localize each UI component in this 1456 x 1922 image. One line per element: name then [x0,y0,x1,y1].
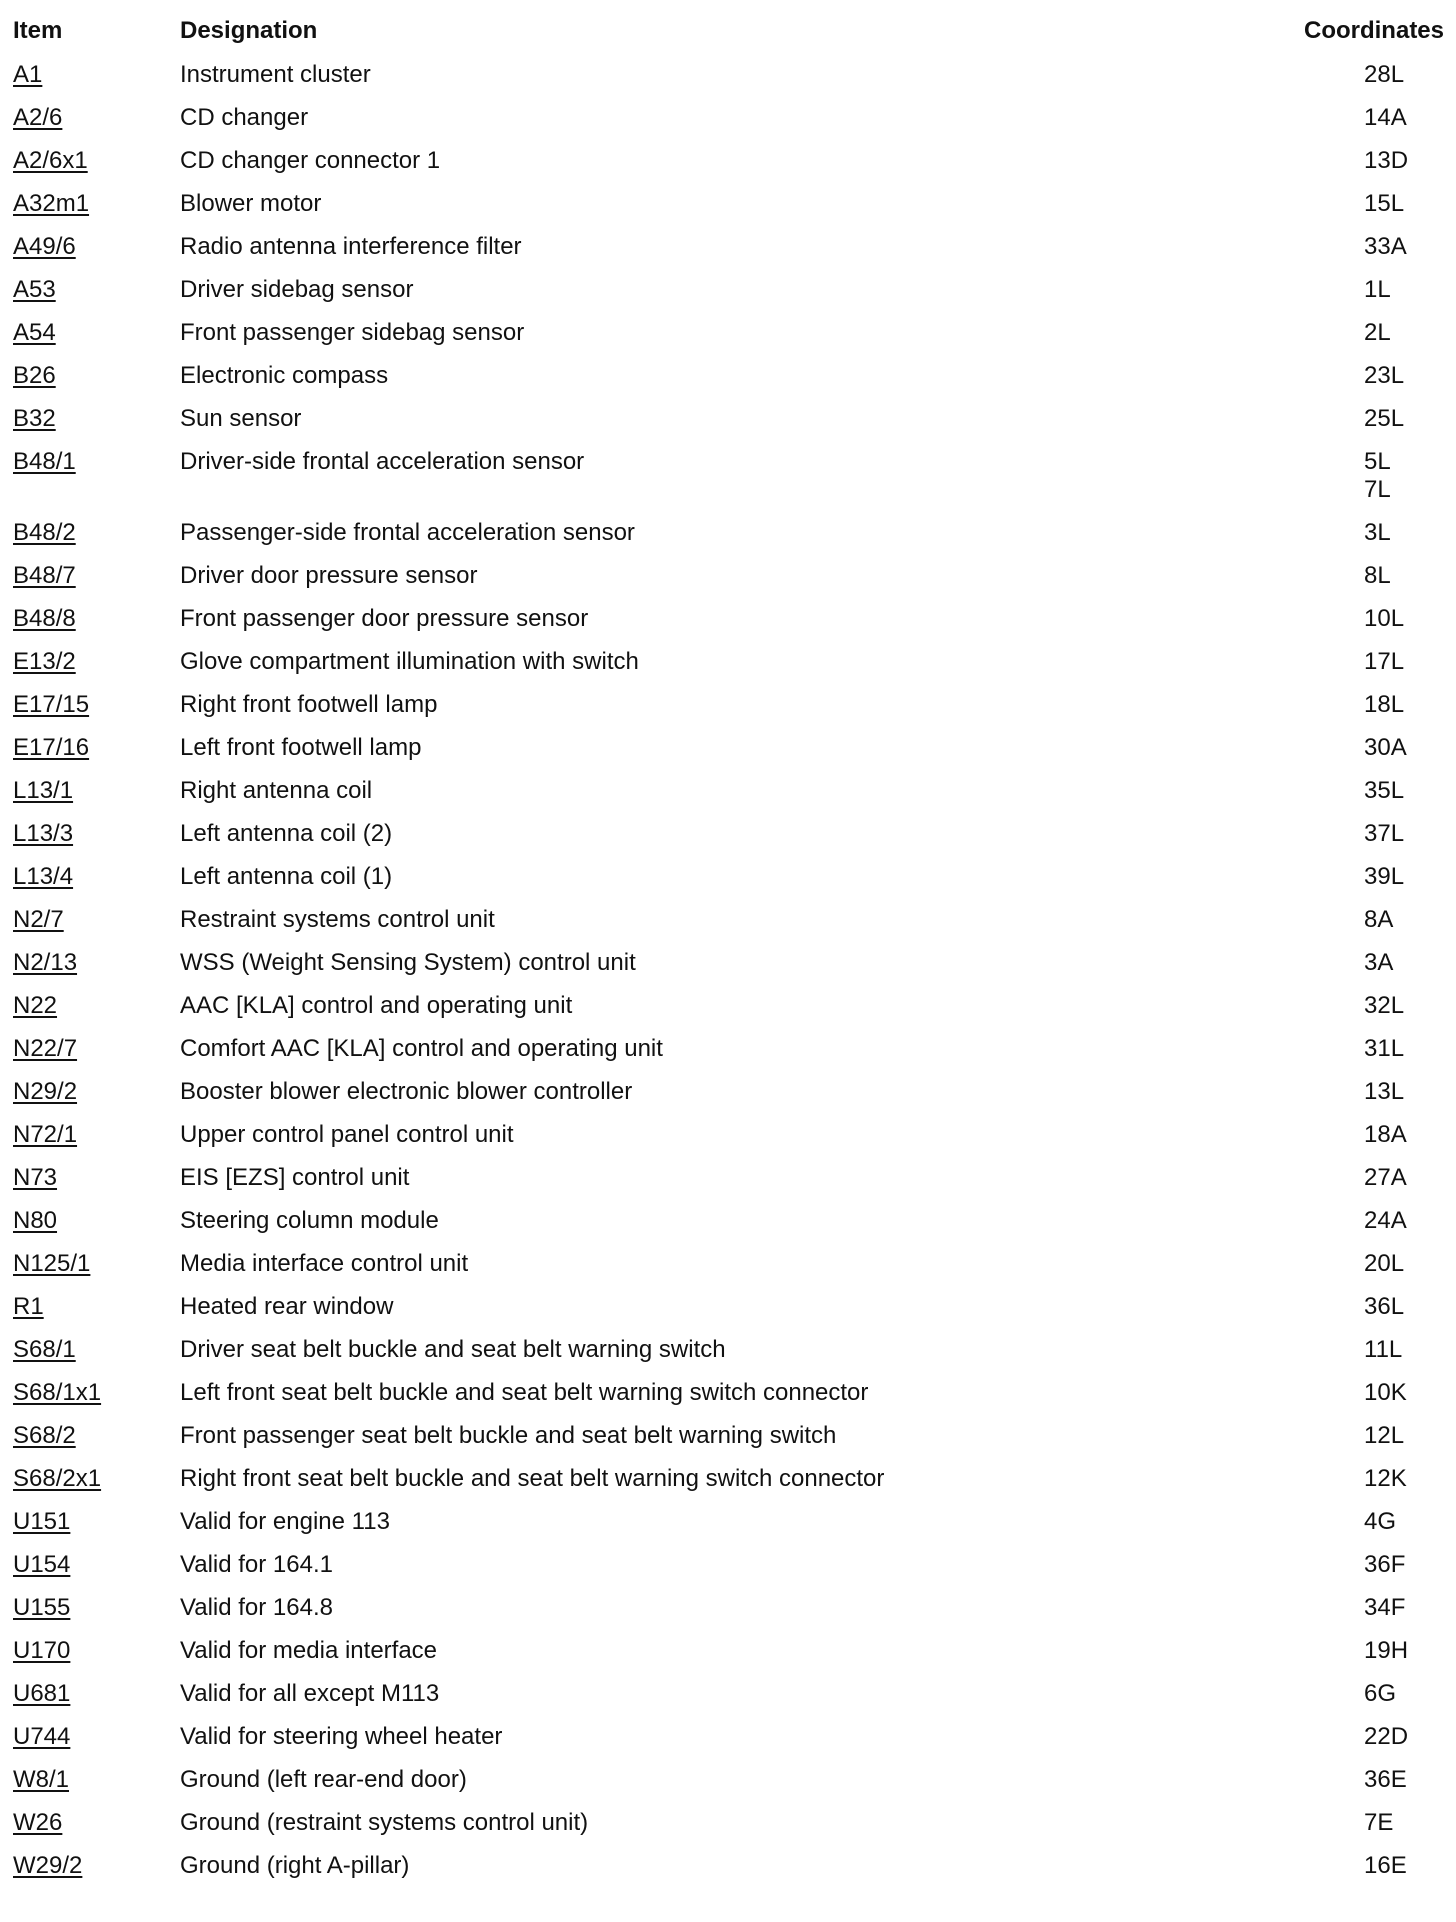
item-link[interactable]: N72/1 [13,1121,78,1148]
coordinate-value: 36F [1364,1551,1406,1578]
coordinate-value: 2L [1364,319,1391,346]
designation-text: Valid for steering wheel heater [180,1723,503,1750]
coordinate-value: 32L [1364,992,1405,1019]
item-link[interactable]: N2/13 [13,949,78,976]
table-row [0,559,1456,602]
designation-text: Valid for all except M113 [180,1680,440,1707]
item-link[interactable]: L13/1 [13,777,74,804]
item-link[interactable]: N29/2 [13,1078,78,1105]
coordinate-value: 13L [1364,1078,1405,1105]
item-link[interactable]: S68/2x1 [13,1465,102,1492]
coordinate-value: 8A [1364,906,1394,933]
coordinates-cell [1364,1465,1407,1493]
table-row [0,230,1456,273]
coordinates-cell [1364,1078,1404,1106]
designation-text: Media interface control unit [180,1250,469,1277]
coordinate-value: 17L [1364,648,1405,675]
coordinate-value: 19H [1364,1637,1409,1664]
coordinate-value: 39L [1364,863,1405,890]
designation-text: Right antenna coil [180,777,373,804]
coordinates-cell [1364,61,1404,89]
coordinates-cell [1364,362,1404,390]
item-link[interactable]: A1 [13,61,43,88]
coordinates-cell [1364,1207,1407,1235]
coordinate-value: 10K [1364,1379,1407,1406]
coordinates-cell [1364,1594,1405,1622]
item-link[interactable]: A2/6 [13,104,63,131]
coordinates-cell [1364,233,1407,261]
table-row [0,359,1456,402]
coordinate-value: 14A [1364,104,1407,131]
item-link[interactable]: U744 [13,1723,71,1750]
table-row [0,1806,1456,1849]
table-row [0,1204,1456,1247]
item-link[interactable]: E17/16 [13,734,90,761]
coordinates-cell [1364,605,1404,633]
coordinates-cell [1364,1121,1407,1149]
table-row [0,1333,1456,1376]
table-row [0,144,1456,187]
coordinates-cell [1364,906,1393,934]
item-link[interactable]: N80 [13,1207,58,1234]
coordinates-cell [1364,1250,1404,1278]
coordinate-value: 25L [1364,405,1405,432]
table-row [0,688,1456,731]
table-row [0,1075,1456,1118]
designation-text: Valid for 164.1 [180,1551,333,1578]
coordinate-value: 1L [1364,276,1391,303]
item-link[interactable]: U155 [13,1594,71,1621]
item-link[interactable]: N2/7 [13,906,64,933]
designation-text: CD changer [180,104,309,131]
item-link[interactable]: S68/1x1 [13,1379,102,1406]
coordinates-cell [1364,519,1391,547]
coordinates-cell [1364,1852,1407,1880]
coordinate-value: 13D [1364,147,1409,174]
coordinates-cell [1364,648,1404,676]
table-row [0,273,1456,316]
table-row [0,817,1456,860]
item-link[interactable]: U681 [13,1680,71,1707]
item-link[interactable]: A49/6 [13,233,76,260]
table-row [0,602,1456,645]
coordinate-value: 7L [1364,476,1391,503]
item-link[interactable]: L13/4 [13,863,74,890]
designation-text: Passenger-side frontal acceleration sensor [180,519,635,546]
designation-text: Restraint systems control unit [180,906,495,933]
item-link[interactable]: A32m1 [13,190,90,217]
table-row [0,1763,1456,1806]
coordinate-value: 15L [1364,190,1405,217]
table-row [0,1634,1456,1677]
designation-text: Left front seat belt buckle and seat belt warning switch connector [180,1379,869,1406]
table-row [0,1677,1456,1720]
designation-text: EIS [EZS] control unit [180,1164,410,1191]
coordinates-cell [1364,147,1408,175]
designation-text: Valid for media interface [180,1637,438,1664]
table-row [0,1118,1456,1161]
item-link[interactable]: N22/7 [13,1035,78,1062]
table-row [0,1505,1456,1548]
coordinate-value: 12K [1364,1465,1407,1492]
item-link[interactable]: W26 [13,1809,63,1836]
designation-text: Valid for engine 113 [180,1508,390,1535]
item-link[interactable]: S68/2 [13,1422,76,1449]
table-row [0,1849,1456,1892]
coordinate-value: 10L [1364,605,1405,632]
designation-text: Blower motor [180,190,322,217]
coordinate-value: 30A [1364,734,1407,761]
coordinate-value: 23L [1364,362,1405,389]
table-row [0,1462,1456,1505]
coordinate-value: 20L [1364,1250,1405,1277]
designation-text: Left antenna coil (2) [180,820,393,847]
coordinate-value: 34F [1364,1594,1406,1621]
designation-text: Upper control panel control unit [180,1121,514,1148]
coordinate-value: 8L [1364,562,1391,589]
designation-text: Front passenger sidebag sensor [180,319,525,346]
coordinate-value: 4G [1364,1508,1397,1535]
coordinate-value: 5L [1364,448,1391,475]
table-row [0,187,1456,230]
designation-text: Glove compartment illumination with switch [180,648,639,675]
designation-text: Driver seat belt buckle and seat belt warning switch [180,1336,726,1363]
coordinate-value: 33A [1364,233,1407,260]
designation-text: Left front footwell lamp [180,734,422,761]
coordinates-cell [1364,1422,1404,1450]
designation-text: Front passenger door pressure sensor [180,605,589,632]
coordinate-value: 16E [1364,1852,1407,1879]
coordinates-cell [1364,276,1391,304]
coordinates-cell [1364,1766,1407,1794]
item-link[interactable]: R1 [13,1293,44,1320]
coordinates-cell [1364,734,1407,762]
designation-text: Sun sensor [180,405,302,432]
designation-text: Electronic compass [180,362,389,389]
item-link[interactable]: A53 [13,276,56,303]
coordinates-cell [1364,1293,1404,1321]
designation-text: Instrument cluster [180,61,371,88]
item-link[interactable]: U154 [13,1551,71,1578]
item-link[interactable]: U151 [13,1508,71,1535]
table-row [0,1376,1456,1419]
item-link[interactable]: B48/7 [13,562,76,589]
table-row [0,1591,1456,1634]
designation-text: Ground (left rear-end door) [180,1766,467,1793]
item-link[interactable]: N73 [13,1164,58,1191]
coordinate-value: 22D [1364,1723,1409,1750]
table-row [0,1032,1456,1075]
coordinates-cell [1364,562,1391,590]
coordinates-cell [1364,319,1391,347]
coordinate-value: 3L [1364,519,1391,546]
item-link[interactable]: B48/2 [13,519,76,546]
coordinate-value: 35L [1364,777,1405,804]
designation-text: Booster blower electronic blower controller [180,1078,633,1105]
item-link[interactable]: B48/8 [13,605,76,632]
table-row [0,903,1456,946]
item-link[interactable]: E17/15 [13,691,90,718]
column-header-designation: Designation [180,17,318,44]
table-body [0,58,1456,1892]
coordinate-value: 36E [1364,1766,1407,1793]
table-row [0,860,1456,903]
item-link[interactable]: S68/1 [13,1336,76,1363]
coordinates-cell [1364,992,1404,1020]
item-link[interactable]: B26 [13,362,56,389]
item-link[interactable]: N125/1 [13,1250,91,1277]
coordinates-cell [1364,1680,1396,1708]
coordinate-value: 3A [1364,949,1394,976]
coordinate-value: 37L [1364,820,1405,847]
designation-text: Driver-side frontal acceleration sensor [180,448,585,475]
coordinates-cell [1364,949,1393,977]
coordinates-cell [1364,190,1404,218]
table-row [0,101,1456,144]
coordinate-value: 31L [1364,1035,1405,1062]
table-row [0,731,1456,774]
designation-text: Valid for 164.8 [180,1594,333,1621]
coordinates-cell [1364,1809,1393,1837]
item-link[interactable]: W29/2 [13,1852,83,1879]
coordinates-cell [1364,104,1407,132]
designation-text: Driver sidebag sensor [180,276,414,303]
designation-text: Right front seat belt buckle and seat belt warning switch connector [180,1465,885,1492]
designation-text: Heated rear window [180,1293,394,1320]
designation-text: Ground (restraint systems control unit) [180,1809,589,1836]
coordinate-value: 6G [1364,1680,1397,1707]
table-row [0,989,1456,1032]
coordinates-cell [1364,1637,1408,1665]
coordinates-cell [1364,448,1391,504]
designation-text: AAC [KLA] control and operating unit [180,992,573,1019]
coordinate-value: 36L [1364,1293,1405,1320]
coordinates-cell [1364,405,1404,433]
item-link[interactable]: A54 [13,319,56,346]
coordinate-value: 28L [1364,61,1405,88]
coordinates-cell [1364,777,1404,805]
table-row [0,516,1456,559]
table-row [0,946,1456,989]
designation-text: Radio antenna interference filter [180,233,522,260]
table-row [0,1247,1456,1290]
table-row [0,316,1456,359]
table-row [0,1548,1456,1591]
item-link[interactable]: A2/6x1 [13,147,88,174]
coordinates-cell [1364,1723,1408,1751]
coordinates-cell [1364,1035,1404,1063]
designation-text: Comfort AAC [KLA] control and operating unit [180,1035,663,1062]
item-link[interactable]: B32 [13,405,56,432]
coordinate-value: 11L [1364,1336,1403,1363]
table-row [0,58,1456,101]
table-row [0,774,1456,817]
coordinates-cell [1364,1508,1396,1536]
coordinate-value: 27A [1364,1164,1407,1191]
item-link[interactable]: W8/1 [13,1766,70,1793]
table-row [0,1161,1456,1204]
designation-text: CD changer connector 1 [180,147,441,174]
coordinate-value: 24A [1364,1207,1407,1234]
designation-text: Driver door pressure sensor [180,562,478,589]
coordinates-cell [1364,1551,1405,1579]
coordinate-value: 12L [1364,1422,1405,1449]
coordinates-cell [1364,1336,1402,1364]
designation-text: Right front footwell lamp [180,691,438,718]
coordinates-cell [1364,1164,1407,1192]
item-link[interactable]: E13/2 [13,648,76,675]
designation-text: Ground (right A-pillar) [180,1852,410,1879]
coordinate-value: 18L [1364,691,1405,718]
table-row [0,645,1456,688]
table-row [0,1419,1456,1462]
designation-text: Front passenger seat belt buckle and seat belt warning switch [180,1422,837,1449]
coordinate-value: 18A [1364,1121,1407,1148]
designation-text: Steering column module [180,1207,439,1234]
item-link[interactable]: L13/3 [13,820,74,847]
item-link[interactable]: N22 [13,992,58,1019]
coordinate-value: 7E [1364,1809,1394,1836]
designation-text: Left antenna coil (1) [180,863,393,890]
designation-text: WSS (Weight Sensing System) control unit [180,949,636,976]
table-row [0,402,1456,445]
table-row [0,445,1456,516]
table-row [0,1290,1456,1333]
coordinates-cell [1364,863,1404,891]
coordinates-cell [1364,820,1404,848]
coordinates-cell [1364,1379,1407,1407]
column-header-coordinates: Coordinates [1303,17,1444,44]
item-link[interactable]: B48/1 [13,448,76,475]
item-link[interactable]: U170 [13,1637,71,1664]
coordinates-cell [1364,691,1404,719]
table-row [0,1720,1456,1763]
column-header-item: Item [13,17,63,44]
